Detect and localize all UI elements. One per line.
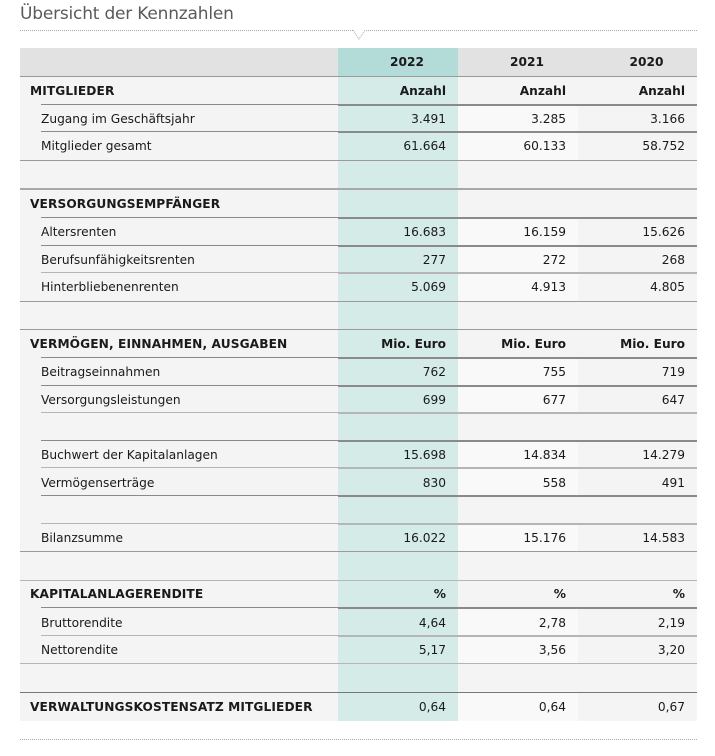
- table-row: [20, 132, 697, 160]
- row-label: VERWALTUNGSKOSTENSATZ MITGLIEDER: [20, 693, 338, 721]
- cell-2021: %: [458, 581, 578, 609]
- spacer-cell: [458, 161, 578, 189]
- table-row: [20, 246, 697, 274]
- cell-2020: %: [578, 581, 697, 609]
- cell-2022: 830: [338, 468, 458, 496]
- row-label: Mitglieder gesamt: [20, 132, 338, 160]
- cell-2022: 3.491: [338, 105, 458, 133]
- cell-2020: Mio. Euro: [578, 330, 697, 358]
- cell-2022: Anzahl: [338, 77, 458, 105]
- spacer-cell: [578, 413, 697, 441]
- row-label: VERMÖGEN, EINNAHMEN, AUSGABEN: [20, 330, 338, 358]
- cell-2022: 15.698: [338, 441, 458, 469]
- cell-2021: Mio. Euro: [458, 330, 578, 358]
- cell-2020: 3.166: [578, 105, 697, 133]
- row-label: Bilanzsumme: [20, 524, 338, 552]
- spacer-row: [20, 413, 697, 441]
- cell-2020: Anzahl: [578, 77, 697, 105]
- cell-2020: 14.279: [578, 441, 697, 469]
- spacer-cell: [338, 302, 458, 330]
- cell-2022: 4,64: [338, 608, 458, 636]
- table-row: [20, 608, 697, 636]
- spacer-row: [20, 160, 697, 189]
- spacer-cell: [458, 302, 578, 330]
- cell-2021: 677: [458, 386, 578, 414]
- spacer-cell: [458, 496, 578, 524]
- column-indicator-icon: [353, 30, 365, 40]
- table-row: [20, 358, 697, 386]
- section-row-kapitalanlagerendite: [20, 580, 697, 609]
- cell-2022: 16.683: [338, 218, 458, 246]
- row-label: Berufsunfähigkeitsrenten: [20, 246, 338, 274]
- cell-2021: 0,64: [458, 693, 578, 721]
- row-label: Nettorendite: [20, 636, 338, 664]
- cell-2022: 699: [338, 386, 458, 414]
- row-label: Altersrenten: [20, 218, 338, 246]
- header-label-cell: [20, 48, 338, 76]
- table-row: [20, 105, 697, 133]
- spacer-cell: [338, 161, 458, 189]
- row-label: Versorgungsleistungen: [20, 386, 338, 414]
- cell-2022: 5,17: [338, 636, 458, 664]
- spacer-cell: [20, 302, 338, 330]
- cell-2020: 719: [578, 358, 697, 386]
- cell-2020: 58.752: [578, 132, 697, 160]
- table-header-row: [20, 48, 697, 76]
- spacer-cell: [20, 413, 338, 441]
- cell-2022: 762: [338, 358, 458, 386]
- spacer-row: [20, 663, 697, 692]
- table-row: [20, 636, 697, 664]
- row-label: MITGLIEDER: [20, 77, 338, 105]
- spacer-cell: [578, 552, 697, 580]
- spacer-cell: [578, 664, 697, 692]
- spacer-cell: [338, 664, 458, 692]
- row-label: Hinterbliebenenrenten: [20, 273, 338, 301]
- cell-2020: 3,20: [578, 636, 697, 664]
- row-label: KAPITALANLAGERENDITE: [20, 581, 338, 609]
- cell-2020: 2,19: [578, 608, 697, 636]
- cell-2021: 15.176: [458, 524, 578, 552]
- spacer-row: [20, 301, 697, 330]
- cell-2022: 61.664: [338, 132, 458, 160]
- cell-2020: 14.583: [578, 524, 697, 552]
- cell-2021: 60.133: [458, 132, 578, 160]
- cell-2022: 16.022: [338, 524, 458, 552]
- column-header-2022: 2022: [338, 48, 458, 76]
- table-row: [20, 273, 697, 301]
- row-label: Buchwert der Kapitalanlagen: [20, 441, 338, 469]
- spacer-cell: [458, 552, 578, 580]
- cell-2020: 268: [578, 246, 697, 274]
- cell-2021: 272: [458, 246, 578, 274]
- page-title: Übersicht der Kennzahlen: [20, 4, 234, 24]
- spacer-cell: [578, 496, 697, 524]
- spacer-cell: [458, 664, 578, 692]
- cell-2021: 3.285: [458, 105, 578, 133]
- section-row-mitglieder: [20, 76, 697, 105]
- cell-2021: [458, 190, 578, 218]
- spacer-cell: [578, 302, 697, 330]
- cell-2022: 0,64: [338, 693, 458, 721]
- column-header-2021: 2021: [458, 48, 578, 76]
- section-row-vermoegen: [20, 329, 697, 358]
- table-row: [20, 386, 697, 414]
- table-row: [20, 468, 697, 496]
- section-row-versorgungsempfaenger: [20, 188, 697, 218]
- cell-2022: 5.069: [338, 273, 458, 301]
- row-label: Beitragseinnahmen: [20, 358, 338, 386]
- spacer-cell: [338, 413, 458, 441]
- cell-2021: 755: [458, 358, 578, 386]
- row-label: Bruttorendite: [20, 608, 338, 636]
- row-label: Vermögenserträge: [20, 468, 338, 496]
- cell-2020: 647: [578, 386, 697, 414]
- cell-2020: 4.805: [578, 273, 697, 301]
- cell-2022: Mio. Euro: [338, 330, 458, 358]
- kennzahlen-table: [20, 48, 697, 721]
- cell-2021: 2,78: [458, 608, 578, 636]
- cell-2022: %: [338, 581, 458, 609]
- cell-2020: 0,67: [578, 693, 697, 721]
- cell-2021: Anzahl: [458, 77, 578, 105]
- spacer-row: [20, 551, 697, 580]
- spacer-cell: [20, 664, 338, 692]
- section-row-verwaltungskostensatz: [20, 692, 697, 721]
- cell-2020: [578, 190, 697, 218]
- cell-2021: 3,56: [458, 636, 578, 664]
- column-header-2020: 2020: [578, 48, 697, 76]
- table-row: [20, 441, 697, 469]
- spacer-row: [20, 496, 697, 524]
- cell-2021: 4.913: [458, 273, 578, 301]
- table-row: [20, 218, 697, 246]
- table-row: [20, 524, 697, 552]
- bottom-divider: [20, 739, 697, 740]
- spacer-cell: [20, 496, 338, 524]
- cell-2021: 558: [458, 468, 578, 496]
- cell-2022: 277: [338, 246, 458, 274]
- spacer-cell: [458, 413, 578, 441]
- spacer-cell: [20, 161, 338, 189]
- spacer-cell: [578, 161, 697, 189]
- row-label: Zugang im Geschäftsjahr: [20, 105, 338, 133]
- cell-2021: 14.834: [458, 441, 578, 469]
- spacer-cell: [338, 496, 458, 524]
- spacer-cell: [20, 552, 338, 580]
- cell-2021: 16.159: [458, 218, 578, 246]
- cell-2020: 15.626: [578, 218, 697, 246]
- spacer-cell: [338, 552, 458, 580]
- cell-2022: [338, 190, 458, 218]
- row-label: VERSORGUNGSEMPFÄNGER: [20, 190, 338, 218]
- cell-2020: 491: [578, 468, 697, 496]
